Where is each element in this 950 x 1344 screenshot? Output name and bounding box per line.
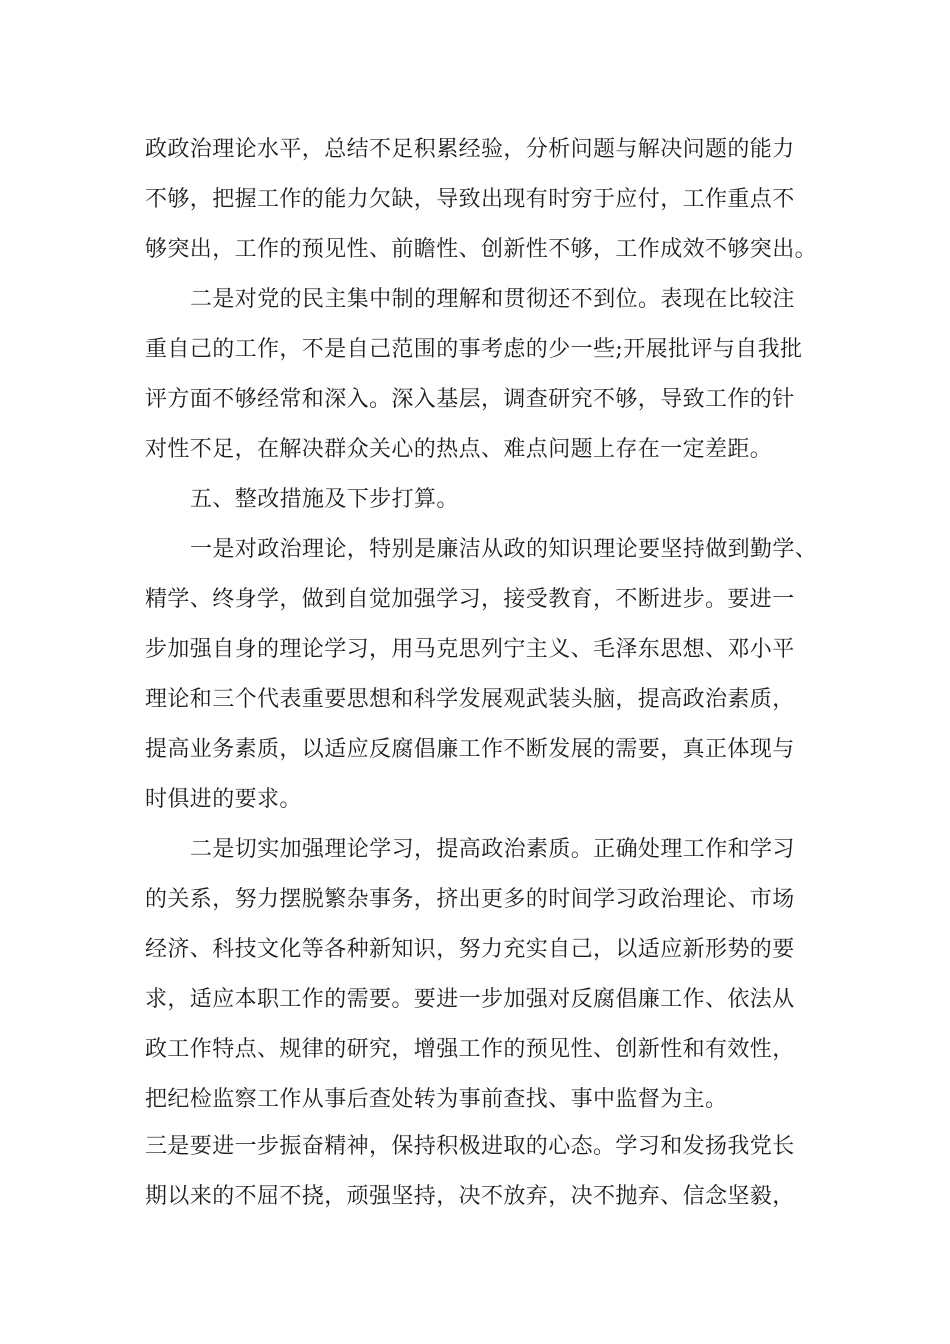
text-line: 政政治理论水平，总结不足积累经验，分析问题与解决问题的能力 xyxy=(145,137,795,162)
text-line: 提高业务素质，以适应反腐倡廉工作不断发展的需要，真正体现与 xyxy=(145,737,795,762)
text-line: 期以来的不屈不挠，顽强坚持，决不放弃，决不抛弃、信念坚毅， xyxy=(145,1184,795,1209)
text-line: 重自己的工作，不是自己范围的事考虑的少一些;开展批评与自我批 xyxy=(145,337,803,362)
text-line: 不够，把握工作的能力欠缺，导致出现有时穷于应付，工作重点不 xyxy=(145,187,795,212)
text-line: 步加强自身的理论学习，用马克思列宁主义、毛泽东思想、邓小平 xyxy=(145,637,795,662)
text-line: 精学、终身学，做到自觉加强学习，接受教育，不断进步。要进一 xyxy=(145,587,795,612)
text-line: 理论和三个代表重要思想和科学发展观武装头脑，提高政治素质， xyxy=(145,687,795,712)
paragraph-first-line: 二是切实加强理论学习，提高政治素质。正确处理工作和学习 xyxy=(190,837,795,862)
text-line: 的关系，努力摆脱繁杂事务，挤出更多的时间学习政治理论、市场 xyxy=(145,887,795,912)
text-line: 经济、科技文化等各种新知识，努力充实自己，以适应新形势的要 xyxy=(145,937,795,962)
text-line: 政工作特点、规律的研究，增强工作的预见性、创新性和有效性， xyxy=(145,1037,795,1062)
text-line: 对性不足，在解决群众关心的热点、难点问题上存在一定差距。 xyxy=(145,437,773,462)
text-line: 把纪检监察工作从事后查处转为事前查找、事中监督为主。 xyxy=(145,1087,728,1112)
paragraph-first-line: 二是对党的民主集中制的理解和贯彻还不到位。表现在比较注 xyxy=(190,287,795,312)
paragraph-first-line: 一是对政治理论，特别是廉洁从政的知识理论要坚持做到勤学、 xyxy=(190,537,818,562)
section-heading: 五、整改措施及下步打算。 xyxy=(190,487,459,512)
paragraph-first-line: 三是要进一步振奋精神，保持积极进取的心态。学习和发扬我党长 xyxy=(145,1134,795,1159)
text-line: 评方面不够经常和深入。深入基层，调查研究不够，导致工作的针 xyxy=(145,387,795,412)
text-line: 时俱进的要求。 xyxy=(145,787,302,812)
text-line: 求，适应本职工作的需要。要进一步加强对反腐倡廉工作、依法从 xyxy=(145,987,795,1012)
text-line: 够突出，工作的预见性、前瞻性、创新性不够，工作成效不够突出。 xyxy=(145,237,818,262)
